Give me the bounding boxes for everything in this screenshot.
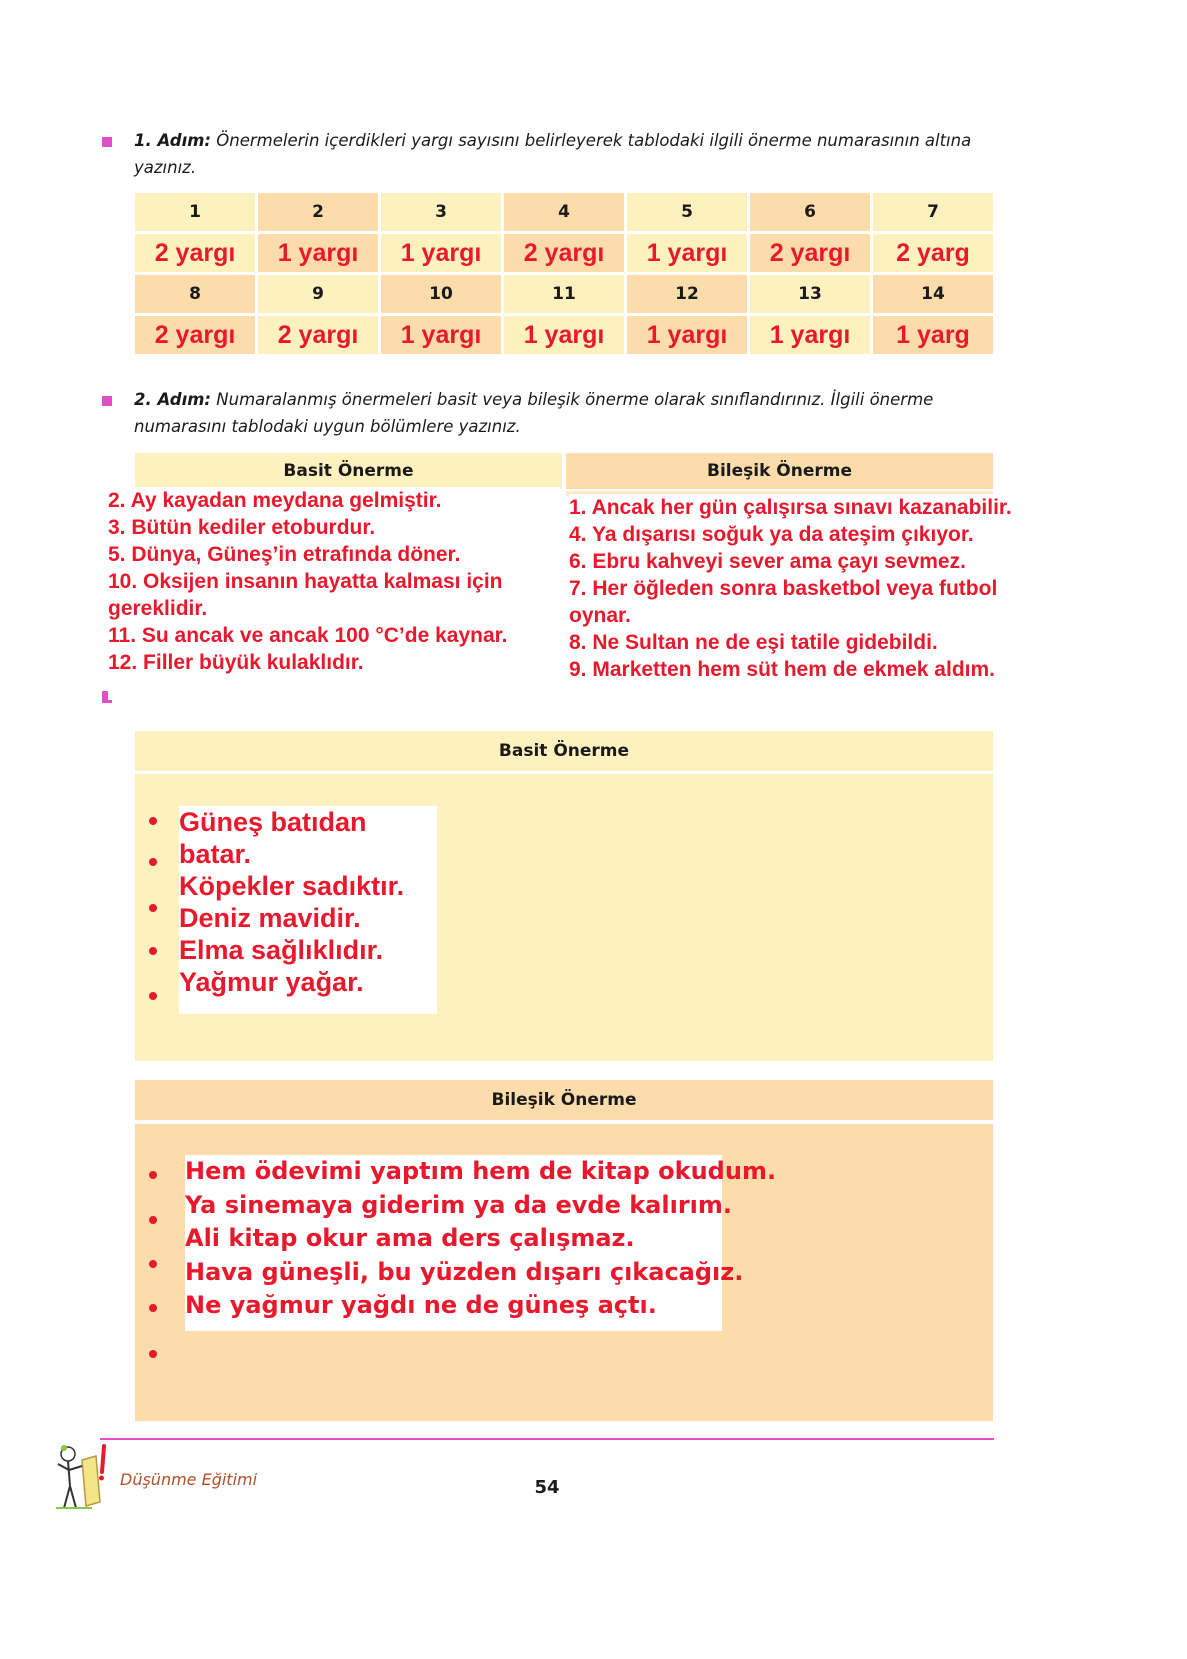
bilesik-answers[interactable]: [569, 494, 1057, 712]
table-number: 10: [381, 275, 501, 313]
list-item: Köpekler sadıktır.: [179, 871, 405, 901]
list-item: Ya sinemaya giderim ya da evde kalırım.: [185, 1190, 733, 1219]
table-answer[interactable]: 1 yargı: [504, 316, 624, 354]
table-answer[interactable]: 1 yargı: [258, 234, 378, 272]
table-number: 11: [504, 275, 624, 313]
page-number: 54: [534, 1477, 560, 1498]
table-number: 8: [135, 275, 255, 313]
table-number: 7: [873, 193, 993, 231]
table-number: 5: [627, 193, 747, 231]
list-item: Ali kitap okur ama ders çalışmaz.: [185, 1224, 635, 1252]
step1-instruction: [134, 127, 994, 181]
list-item: Ne yağmur yağdı ne de güneş açtı.: [185, 1291, 657, 1319]
table-answer[interactable]: 2 yargı: [135, 234, 255, 272]
table-answer[interactable]: 2 yargı: [258, 316, 378, 354]
step3-bilesik-header: Bileşik Önerme: [135, 1080, 993, 1120]
bullet-dot: [149, 1260, 157, 1268]
step2-instruction: [134, 386, 994, 440]
footer-divider: [100, 1438, 994, 1440]
step2-bullet: [102, 396, 112, 406]
step2-text: Numaralanmış önermeleri basit veya bileşik önerme olarak sınıflandırınız. İlgili önerme numarasını tablodaki uygun bölümlere yazınız.: [134, 390, 934, 436]
mascot-logo: [52, 1442, 114, 1514]
list-item: Deniz mavidir.: [179, 903, 361, 933]
list-item: Hava güneşli, bu yüzden dışarı çıkacağız.: [185, 1257, 744, 1286]
table-number: 14: [873, 275, 993, 313]
step1-bullet: [102, 137, 112, 147]
table-number: 4: [504, 193, 624, 231]
list-item: 5. Dünya, Güneş’in etrafında döner.: [108, 543, 461, 566]
list-item: 8. Ne Sultan ne de eşi tatile gidebildi.: [569, 631, 938, 654]
table-answer[interactable]: 2 yargı: [750, 234, 870, 272]
bullet-dot: [149, 1216, 157, 1224]
mascot-icon: [52, 1442, 114, 1514]
list-item: 6. Ebru kahveyi sever ama çayı sevmez.: [569, 550, 966, 573]
table-answer[interactable]: 1 yargı: [750, 316, 870, 354]
bullet-dot: [149, 992, 157, 1000]
table-number: 12: [627, 275, 747, 313]
bullet-dot: [149, 1350, 157, 1358]
bilesik-header: Bileşik Önerme: [566, 453, 993, 489]
list-item: 4. Ya dışarısı soğuk ya da ateşim çıkıyor.: [569, 523, 974, 546]
list-item: 10. Oksijen insanın hayatta kalması için gereklidir.: [108, 570, 503, 620]
step1-label: 1. Adım:: [134, 131, 212, 150]
step2-label: 2. Adım:: [134, 390, 212, 409]
table-number: 1: [135, 193, 255, 231]
list-item: 9. Marketten hem süt hem de ekmek aldım.: [569, 658, 995, 681]
list-item: Yağmur yağar.: [179, 967, 364, 997]
list-item: Hem ödevimi yaptım hem de kitap okudum.: [185, 1157, 777, 1185]
bullet-dot: [149, 1304, 157, 1312]
basit-header: Basit Önerme: [135, 453, 562, 489]
list-item: 7. Her öğleden sonra basketbol veya futbol oynar.: [569, 577, 998, 627]
bullet-dot: [149, 817, 157, 825]
step3-bilesik-answers[interactable]: [185, 1155, 777, 1331]
table-number: 6: [750, 193, 870, 231]
bullet-dot: [149, 858, 157, 866]
table-answer[interactable]: 1 yargı: [381, 234, 501, 272]
table-answer[interactable]: 2 yargı: [135, 316, 255, 354]
yargi-table: [135, 193, 993, 354]
list-item: 11. Su ancak ve ancak 100 °C’de kaynar.: [108, 624, 508, 647]
bullet-dot: [149, 904, 157, 912]
footer-brand: Düşünme Eğitimi: [120, 1470, 258, 1489]
bullet-dot: [149, 947, 157, 955]
table-number: 13: [750, 275, 870, 313]
list-item: Elma sağlıklıdır.: [179, 935, 384, 965]
list-item: 2. Ay kayadan meydana gelmiştir.: [108, 489, 442, 512]
table-answer[interactable]: 1 yarg: [873, 316, 993, 354]
step3-basit-answers[interactable]: [179, 806, 437, 1014]
list-item: 1. Ancak her gün çalışırsa sınavı kazanabilir.: [569, 496, 1012, 519]
table-number: 3: [381, 193, 501, 231]
bullet-dot: [149, 1171, 157, 1179]
table-answer[interactable]: 1 yargı: [381, 316, 501, 354]
step3-basit-header: Basit Önerme: [135, 731, 993, 771]
table-answer[interactable]: 2 yarg: [873, 234, 993, 272]
table-number: 2: [258, 193, 378, 231]
table-answer[interactable]: 2 yargı: [504, 234, 624, 272]
table-number: 9: [258, 275, 378, 313]
list-item: 12. Filler büyük kulaklıdır.: [108, 651, 364, 674]
basit-answers[interactable]: [108, 487, 560, 677]
list-item: 3. Bütün kediler etoburdur.: [108, 516, 376, 539]
list-item: Güneş batıdan batar.: [179, 807, 367, 869]
step1-text: Önermelerin içerdikleri yargı sayısını belirleyerek tablodaki ilgili önerme numarasının altına yazınız.: [134, 131, 972, 177]
step3-bullet-base: [102, 700, 112, 703]
table-answer[interactable]: 1 yargı: [627, 234, 747, 272]
table-answer[interactable]: 1 yargı: [627, 316, 747, 354]
